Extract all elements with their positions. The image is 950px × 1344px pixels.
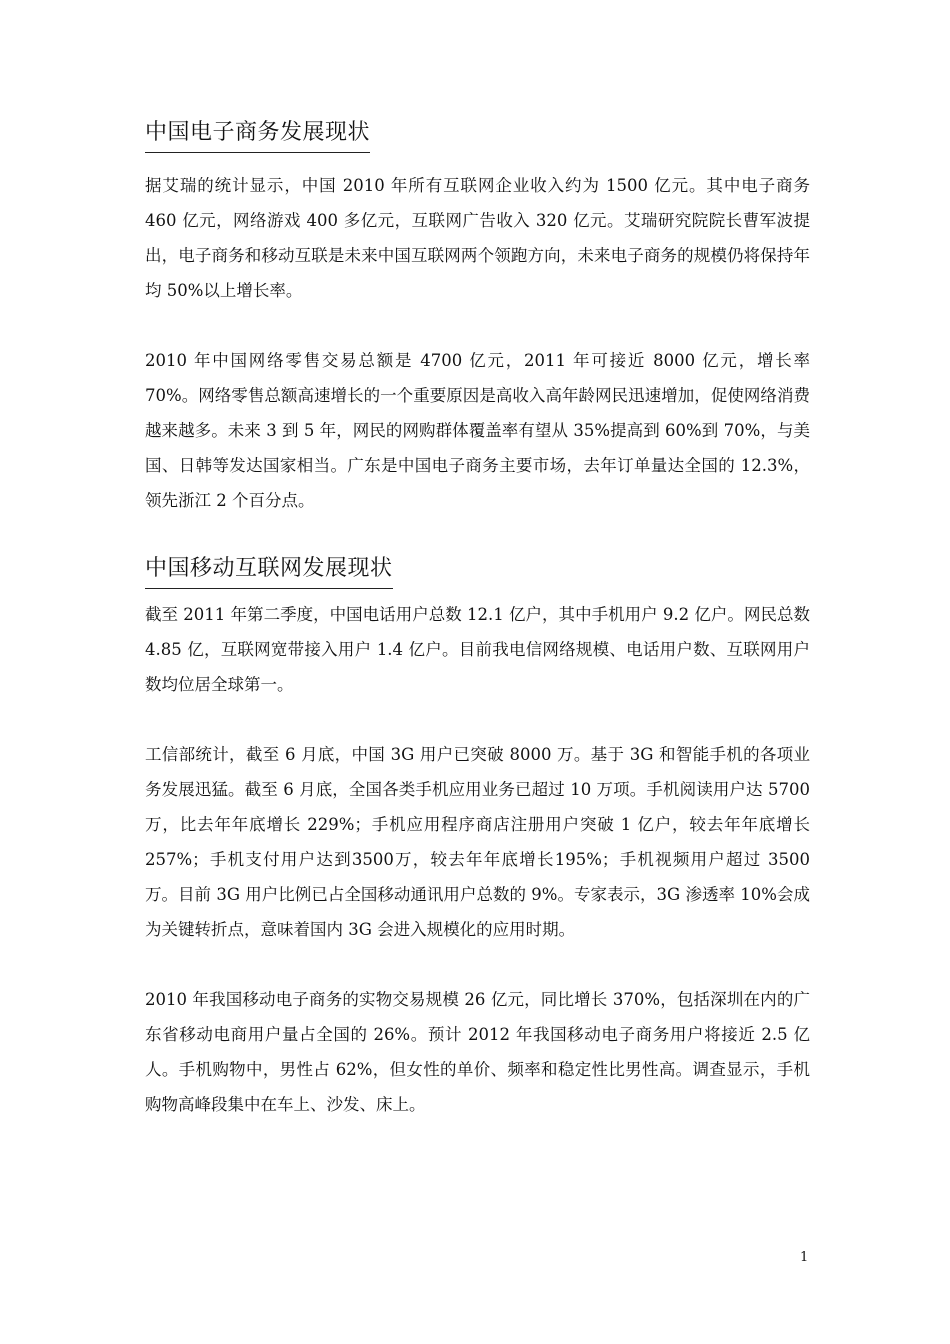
paragraph-ecommerce-revenue: 据艾瑞的统计显示，中国 2010 年所有互联网企业收入约为 1500 亿元。其中电子商务 460 亿元，网络游戏 400 多亿元，互联网广告收入 320 亿元。艾瑞研究院院长曹军波提出，电子商务和移动互联是未来中国互联网两个领跑方向，未来电子商务的规模仍将保持年均 50%以上增长率。 [145, 176, 810, 300]
paragraph-3g-users: 工信部统计，截至 6 月底，中国 3G 用户已突破 8000 万。基于 3G 和智能手机的各项业务发展迅猛。截至 6 月底，全国各类手机应用业务已超过 10 万项。手机阅读用户达 5700 万，比去年年底增长 229%；手机应用程序商店注册用户突破 1 亿户，较去年年底增长257%；手机支付用户达到3500万，较去年年底增长195%；手机视频用户超过 3500 万。目前 3G 用户比例已占全国移动通讯用户总数的 9%。专家表示，3G 渗透率 10%会成为关键转折点，意味着国内 3G 会进入规模化的应用时期。 [145, 745, 810, 939]
section-title-mobile-internet: 中国移动互联网发展现状 [145, 554, 393, 589]
paragraph-telecom-users: 截至 2011 年第二季度，中国电话用户总数 12.1 亿户，其中手机用户 9.2 亿户。网民总数 4.85 亿，互联网宽带接入用户 1.4 亿户。目前我电信网络规模、电话用户数、互联网用户数均位居全球第一。 [145, 605, 810, 694]
page-content [145, 118, 810, 1122]
paragraph-online-retail: 2010 年中国网络零售交易总额是 4700 亿元，2011 年可接近 8000 亿元，增长率 70%。网络零售总额高速增长的一个重要原因是高收入高年龄网民迅速增加，促使网络消费越来越多。未来 3 到 5 年，网民的网购群体覆盖率有望从 35%提高到 60%到 70%，与美国、日韩等发达国家相当。广东是中国电子商务主要市场，去年订单量达全国的 12.3%，领先浙江 2 个百分点。 [145, 351, 810, 510]
section-title-ecommerce: 中国电子商务发展现状 [145, 118, 370, 153]
paragraph-mobile-commerce: 2010 年我国移动电子商务的实物交易规模 26 亿元，同比增长 370%，包括深圳在内的广东省移动电商用户量占全国的 26%。预计 2012 年我国移动电子商务用户将接近 2.5 亿人。手机购物中，男性占 62%，但女性的单价、频率和稳定性比男性高。调查显示，手机购物高峰段集中在车上、沙发、床上。 [145, 990, 810, 1114]
page-number: 1 [800, 1250, 809, 1265]
